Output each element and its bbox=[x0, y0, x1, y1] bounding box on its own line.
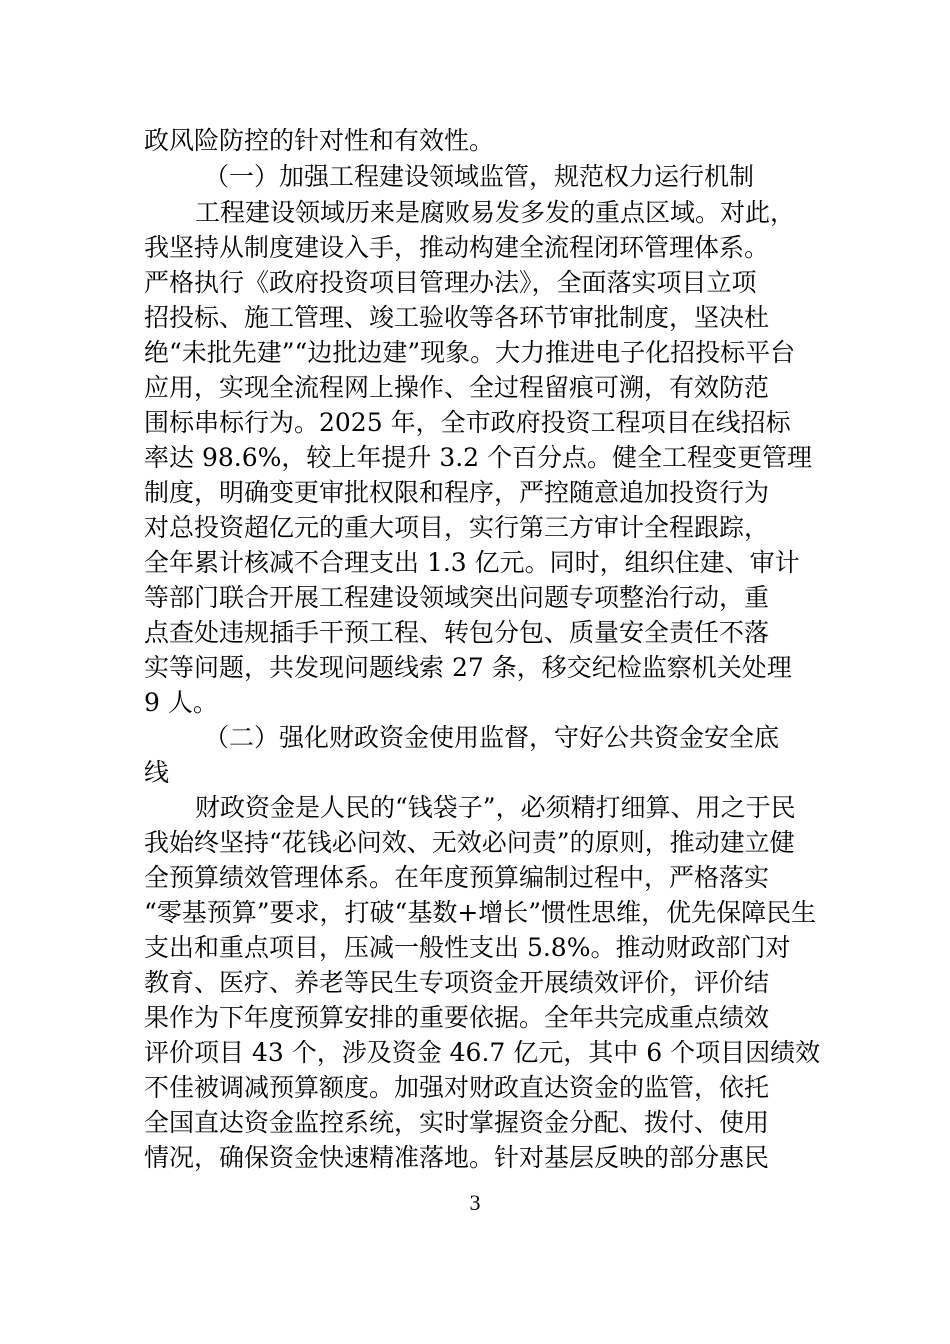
body-line: 不佳被调减预算额度。加强对财政直达资金的监管，依托 bbox=[144, 1073, 770, 1102]
body-line: 应用，实现全流程网上操作、全过程留痕可溯，有效防范 bbox=[144, 373, 770, 402]
body-line: 评价项目 43 个，涉及资金 46.7 亿元，其中 6 个项目因绩效 bbox=[144, 1038, 821, 1067]
body-line: 围标串标行为。2025 年，全市政府投资工程项目在线招标 bbox=[144, 408, 791, 437]
body-line: 制度，明确变更审批权限和程序，严控随意追加投资行为 bbox=[144, 478, 770, 507]
section-heading-1: （一）加强工程建设领域监管，规范权力运行机制 bbox=[204, 162, 755, 191]
body-line: 等部门联合开展工程建设领域突出问题专项整治行动，重 bbox=[144, 583, 770, 612]
body-line: 果作为下年度预算安排的重要依据。全年共完成重点绩效 bbox=[144, 1003, 770, 1032]
body-line: 情况，确保资金快速精准落地。针对基层反映的部分惠民 bbox=[144, 1143, 770, 1172]
body-line: 对总投资超亿元的重大项目，实行第三方审计全程跟踪， bbox=[144, 513, 770, 542]
section-heading-2-continuation: 线 bbox=[144, 758, 170, 787]
body-line: 政风险防控的针对性和有效性。 bbox=[144, 126, 495, 155]
body-line: 9 人。 bbox=[144, 688, 218, 717]
body-line: 严格执行《政府投资项目管理办法》，全面落实项目立项 bbox=[144, 268, 757, 297]
body-line: 率达 98.6%，较上年提升 3.2 个百分点。健全工程变更管理 bbox=[144, 443, 813, 472]
body-line: 财政资金是人民的“钱袋子”，必须精打细算、用之于民 bbox=[195, 793, 796, 822]
body-line: 绝“未批先建”“边批边建”现象。大力推进电子化招投标平台 bbox=[144, 338, 796, 367]
body-line: 招投标、施工管理、竣工验收等各环节审批制度，坚决杜 bbox=[144, 303, 770, 332]
body-line: 全年累计核减不合理支出 1.3 亿元。同时，组织住建、审计 bbox=[144, 548, 800, 577]
page-number: 3 bbox=[469, 1190, 481, 1215]
section-heading-2: （二）强化财政资金使用监督，守好公共资金安全底 bbox=[204, 723, 780, 752]
body-line: 全国直达资金监控系统，实时掌握资金分配、拨付、使用 bbox=[144, 1108, 770, 1137]
body-line: 我始终坚持“花钱必问效、无效必问责”的原则，推动建立健 bbox=[144, 828, 795, 857]
body-line: 支出和重点项目，压减一般性支出 5.8%。推动财政部门对 bbox=[144, 933, 791, 962]
body-line: 工程建设领域历来是腐败易发多发的重点区域。对此， bbox=[195, 198, 796, 227]
body-line: 全预算绩效管理体系。在年度预算编制过程中，严格落实 bbox=[144, 863, 770, 892]
body-line: 实等问题，共发现问题线索 27 条，移交纪检监察机关处理 bbox=[144, 653, 792, 682]
body-line: “零基预算”要求，打破“基数+增长”惯性思维，优先保障民生 bbox=[144, 898, 817, 927]
body-line: 点查处违规插手干预工程、转包分包、质量安全责任不落 bbox=[144, 618, 770, 647]
body-line: 教育、医疗、养老等民生专项资金开展绩效评价，评价结 bbox=[144, 968, 770, 997]
body-line: 我坚持从制度建设入手，推动构建全流程闭环管理体系。 bbox=[144, 233, 770, 262]
